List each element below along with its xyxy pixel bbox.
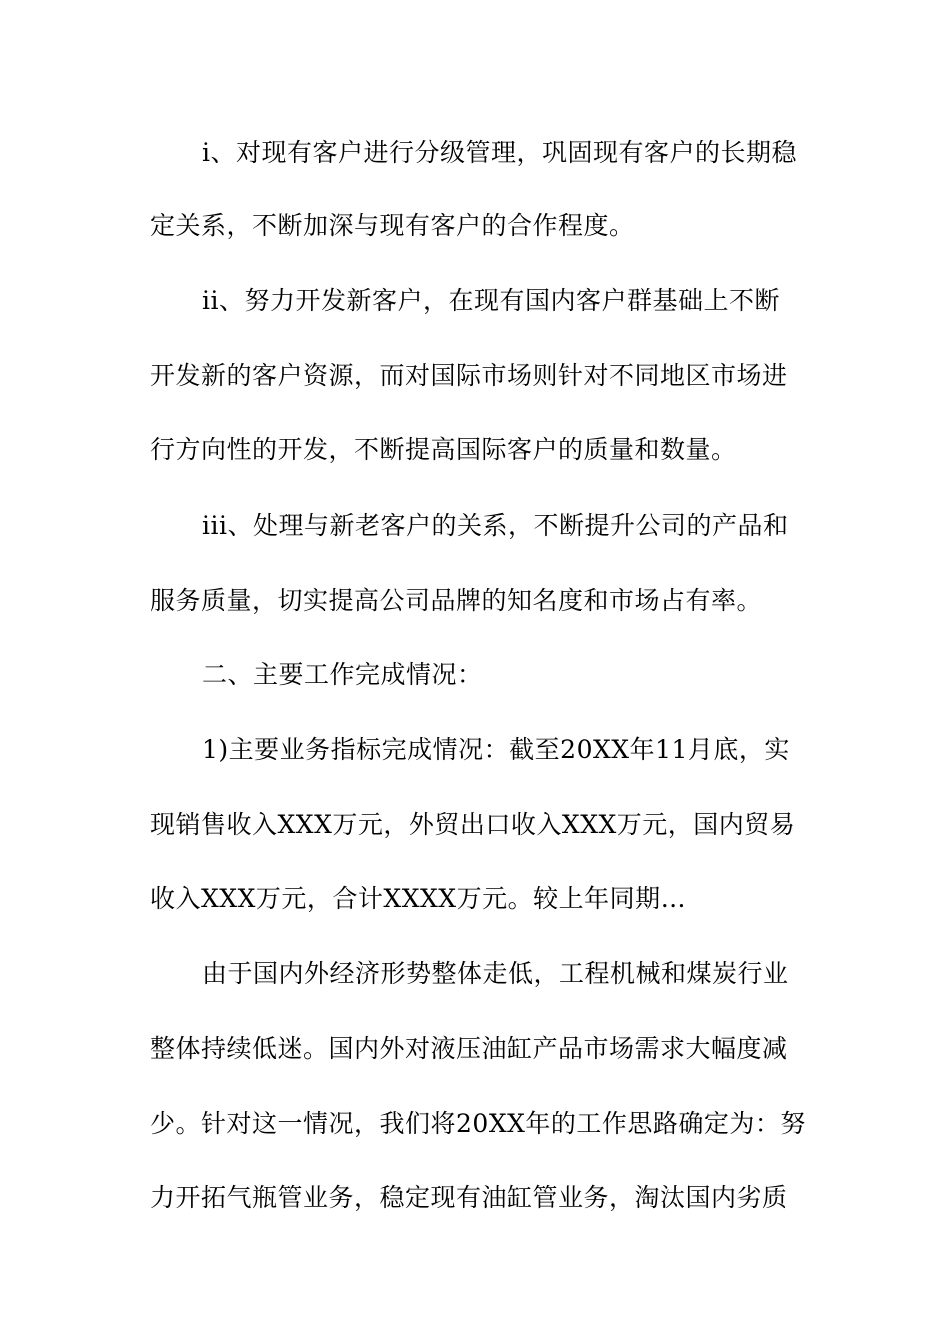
paragraph-line: 现销售收入XXX万元，外贸出口收入XXX万元，国内贸易 [150,810,796,839]
paragraph-line: 整体持续低迷。国内外对液压油缸产品市场需求大幅度减 [150,1034,788,1063]
paragraph-line: ii、努力开发新客户，在现有国内客户群基础上不断 [202,286,780,315]
paragraph-line: 由于国内外经济形势整体走低，工程机械和煤炭行业 [202,959,789,988]
paragraph-line: 少。针对这一情况，我们将20XX年的工作思路确定为：努 [150,1109,806,1138]
paragraph-line: 开发新的客户资源，而对国际市场则针对不同地区市场进 [150,361,788,390]
section-heading: 二、主要工作完成情况： [202,660,483,689]
paragraph-line: 定关系，不断加深与现有客户的合作程度。 [150,211,635,240]
paragraph-line: iii、处理与新老客户的关系，不断提升公司的产品和 [202,511,789,540]
paragraph-line: 服务质量，切实提高公司品牌的知名度和市场占有率。 [150,586,763,615]
paragraph-line: 收入XXX万元，合计XXXX万元。较上年同期… [150,884,687,913]
paragraph-line: 行方向性的开发，不断提高国际客户的质量和数量。 [150,435,737,464]
paragraph-line: i、对现有客户进行分级管理，巩固现有客户的长期稳 [202,138,797,167]
paragraph-line: 力开拓气瓶管业务，稳定现有油缸管业务，淘汰国内劣质 [150,1183,788,1212]
paragraph-line: 1)主要业务指标完成情况：截至20XX年11月底，实 [202,735,790,764]
